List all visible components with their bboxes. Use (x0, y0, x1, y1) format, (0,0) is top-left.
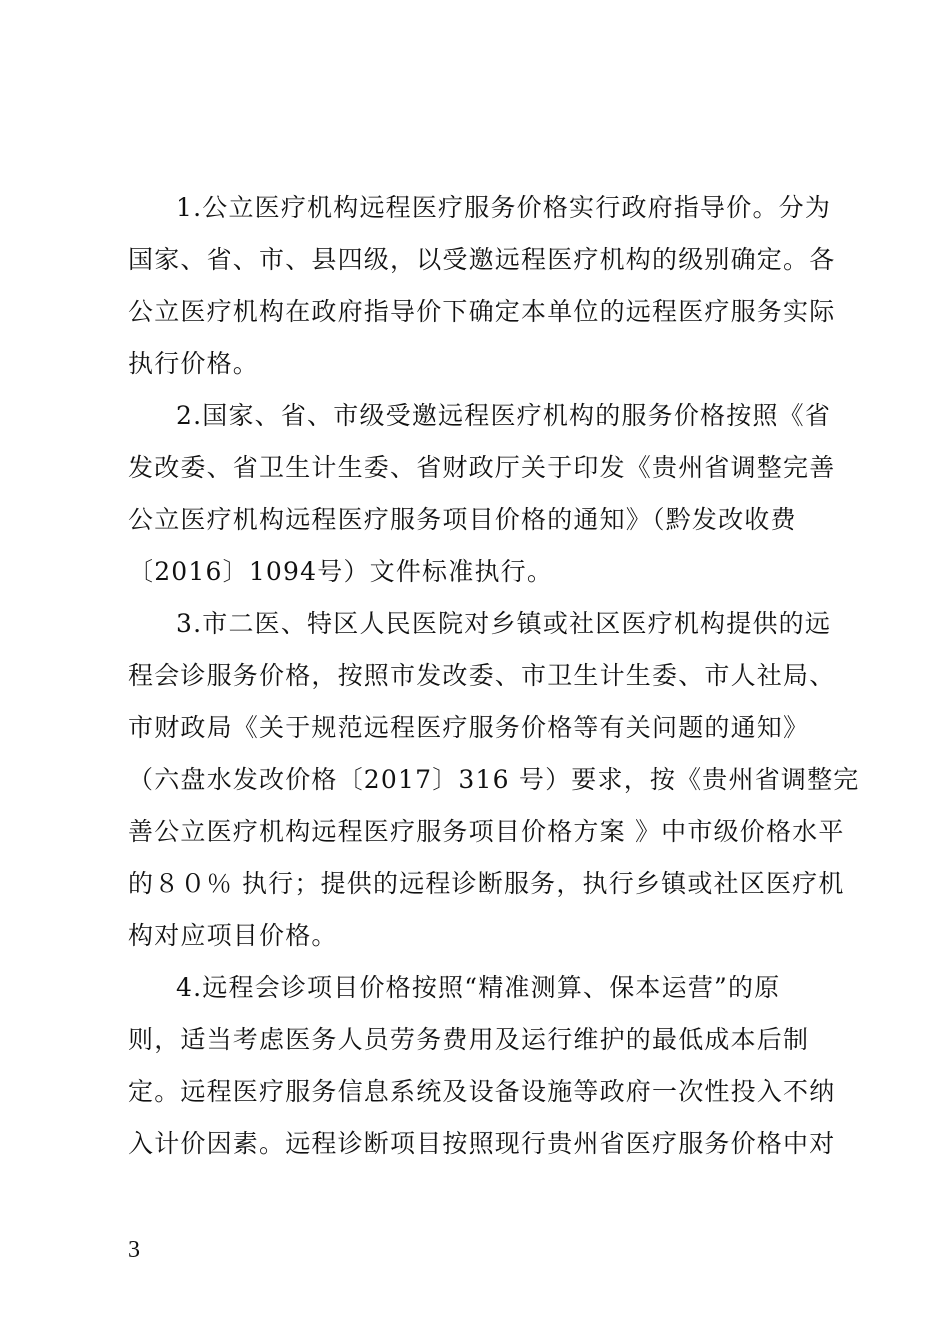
paragraph-2-line-2: 发改委、省卫生计生委、省财政厅关于印发《贵州省调整完善 (128, 453, 836, 482)
paragraph-2-line-1: 2.国家、省、市级受邀远程医疗机构的服务价格按照《省 (176, 401, 832, 430)
paragraph-1-line-1: 1.公立医疗机构远程医疗服务价格实行政府指导价。分为 (176, 193, 832, 222)
paragraph-2-line-3: 公立医疗机构远程医疗服务项目价格的通知》（黔发改收费 (128, 505, 797, 534)
paragraph-4-line-4: 入计价因素。远程诊断项目按照现行贵州省医疗服务价格中对 (128, 1129, 836, 1158)
paragraph-3-line-5: 善公立医疗机构远程医疗服务项目价格方案 》中市级价格水平 (128, 817, 845, 846)
paragraph-3-line-1: 3.市二医、特区人民医院对乡镇或社区医疗机构提供的远 (176, 609, 832, 638)
page-number: 3 (128, 1237, 140, 1263)
paragraph-3-line-3: 市财政局《关于规范远程医疗服务价格等有关问题的通知》 (128, 713, 810, 742)
paragraph-4-line-1: 4.远程会诊项目价格按照“精准测算、保本运营”的原 (176, 973, 781, 1002)
paragraph-1-line-2: 国家、省、市、县四级，以受邀远程医疗机构的级别确定。各 (128, 245, 836, 274)
paragraph-4-line-3: 定。远程医疗服务信息系统及设备设施等政府一次性投入不纳 (128, 1077, 836, 1106)
paragraph-2-line-4: 〔2016〕1094号）文件标准执行。 (128, 557, 554, 586)
paragraph-3-line-4: （六盘水发改价格〔2017〕316 号）要求，按《贵州省调整完 (128, 765, 860, 794)
paragraph-3-line-2: 程会诊服务价格，按照市发改委、市卫生计生委、市人社局、 (128, 661, 836, 690)
paragraph-1-line-3: 公立医疗机构在政府指导价下确定本单位的远程医疗服务实际 (128, 297, 836, 326)
paragraph-4-line-2: 则，适当考虑医务人员劳务费用及运行维护的最低成本后制 (128, 1025, 810, 1054)
paragraph-1-line-4: 执行价格。 (128, 349, 260, 378)
paragraph-3-line-6: 的８０％ 执行；提供的远程诊断服务，执行乡镇或社区医疗机 (128, 869, 845, 898)
paragraph-3-line-7: 构对应项目价格。 (128, 921, 338, 950)
